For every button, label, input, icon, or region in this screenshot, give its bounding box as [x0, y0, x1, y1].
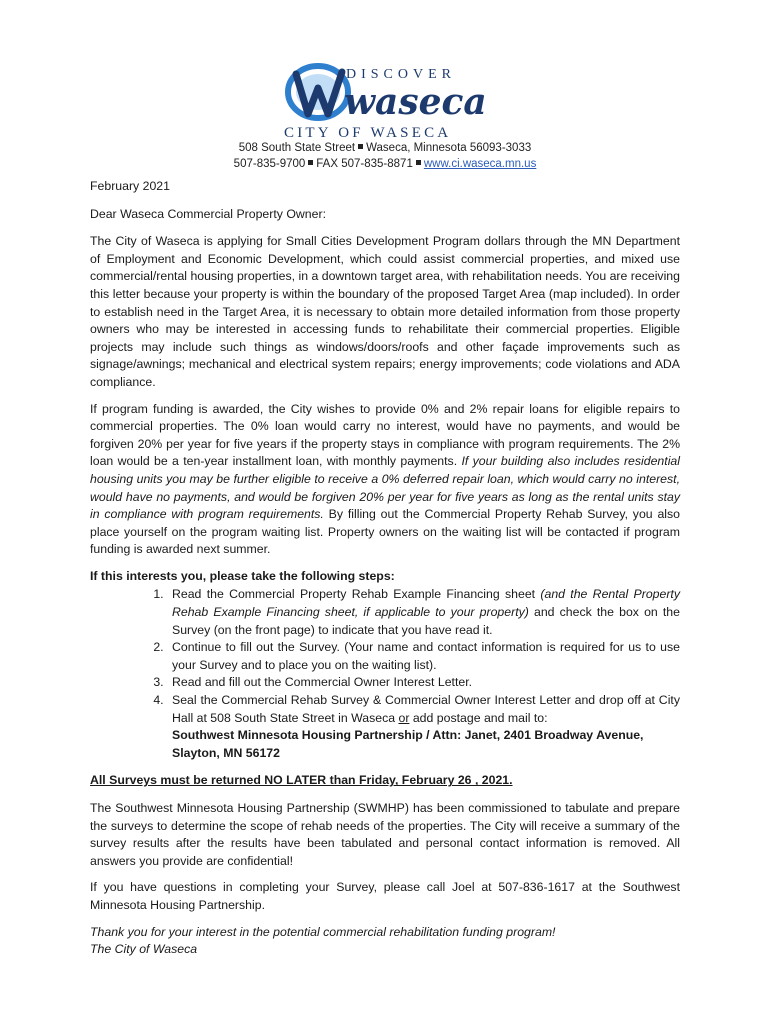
- steps-heading: If this interests you, please take the following steps:: [90, 568, 395, 583]
- mailing-address-line1: Southwest Minnesota Housing Partnership / Attn: Janet, 2401 Broadway Avenue,: [172, 728, 644, 743]
- phone-number: 507-835-9700: [233, 158, 306, 170]
- website-link[interactable]: www.ci.waseca.mn.us: [423, 158, 537, 170]
- loan-text: If program funding is awarded, the City wishes to provide 0% and 2% repair loans for eligible repairs to commercial properties. The 0% loan would carry no interest, would have no payments, and would be forgiven 20% per year for five years if the property stays in compliance with program requirements. The 2% loan would be a ten-year installment loan, with monthly payments.: [90, 401, 680, 469]
- closing-thanks: Thank you for your interest in the potential commercial rehabilitation funding program!: [90, 924, 556, 939]
- letter-body: [90, 178, 680, 959]
- address-line: [90, 140, 680, 156]
- salutation: Dear Waseca Commercial Property Owner:: [90, 206, 326, 221]
- step-or: or: [398, 710, 410, 725]
- step-italic-note: (and the Rental Property Rehab Example Financing sheet, if applicable to your property): [172, 587, 680, 620]
- contact-line: [90, 156, 680, 172]
- paragraph-loan-details: [90, 401, 680, 559]
- separator-square-icon: [308, 160, 313, 165]
- step-item: 3. Read and fill out the Commercial Owner Interest Letter.: [167, 674, 680, 692]
- separator-square-icon: [358, 144, 363, 149]
- letter-date: February 2021: [90, 179, 170, 193]
- letterhead-address: [90, 140, 680, 172]
- mailing-address-line2: Slayton, MN 56172: [172, 745, 280, 760]
- closing: [90, 924, 680, 959]
- waiting-list-text: By filling out the Commercial Property Rehab Survey, you also place yourself on the program waiting list. Property owners on the waiting list will be contacted if program funding is awarded next summer.: [90, 507, 680, 557]
- step-text: Seal the Commercial Rehab Survey & Commercial Owner Interest Letter and drop off at City Hall at 508 South State Street in Waseca: [172, 693, 680, 725]
- street-address: 508 South State Street: [238, 142, 356, 154]
- residential-note: If your building also includes residential housing units you may be further eligible to receive a 0% deferred repair loan, which would carry no interest, would have no payments, and would be forgiven 20% per year for five years as long as the rental units stay in compliance with program requirements.: [90, 454, 680, 522]
- city-state-zip: Waseca, Minnesota 56093-3033: [366, 142, 532, 154]
- step-text: and check the box on the Survey (on the front page) to indicate that you have read it.: [172, 605, 680, 637]
- discover-waseca-logo: [284, 62, 494, 140]
- logo-tagline: DISCOVER: [346, 67, 457, 82]
- paragraph-swmhp: The Southwest Minnesota Housing Partnership (SWMHP) has been commissioned to tabulate and prepare the surveys to determine the scope of rehab needs of the properties. The City will receive a summary of the survey results after the results have been tabulated and personal contact information is removed. All answers you provide are confidential!: [90, 801, 680, 868]
- step-item: [167, 586, 680, 639]
- paragraph-questions: If you have questions in completing your Survey, please call Joel at 507-836-1617 at the Southwest Minnesota Housing Partnership.: [90, 880, 680, 912]
- deadline-notice: All Surveys must be returned NO LATER than Friday, February 26 , 2021.: [90, 773, 513, 788]
- step-text: add postage and mail to:: [409, 710, 548, 725]
- step-item: 2. Continue to fill out the Survey. (Your name and contact information is required for us to use your Survey and to place you on the waiting list).: [167, 639, 680, 674]
- paragraph-program-intro: The City of Waseca is applying for Small Cities Development Program dollars through the MN Department of Employment and Economic Development, which could assist commercial properties, and mixed use commercial/rental housing properties, in a downtown target area, with rehabilitation needs. You are receiving this letter because your property is within the boundary of the proposed Target Area (map included). In order to establish need in the Target Area, it is necessary to obtain more detailed information from those property owners who may be interested in accessing funds to rehabilitate their commercial properties. Eligible projects may include such things as windows/doors/roofs and other façade improvements such as signage/awnings; mechanical and electrical system repairs; energy improvements; code violations and ADA compliance.: [90, 234, 680, 389]
- step-text: Read the Commercial Property Rehab Example Financing sheet: [172, 587, 541, 602]
- closing-signature: The City of Waseca: [90, 942, 198, 957]
- org-name: CITY OF WASECA: [284, 125, 452, 140]
- step-item: [167, 692, 680, 762]
- steps-list: [90, 586, 680, 762]
- logo-wordmark: waseca: [344, 81, 487, 123]
- fax-number: FAX 507-835-8871: [316, 158, 413, 170]
- separator-square-icon: [416, 160, 421, 165]
